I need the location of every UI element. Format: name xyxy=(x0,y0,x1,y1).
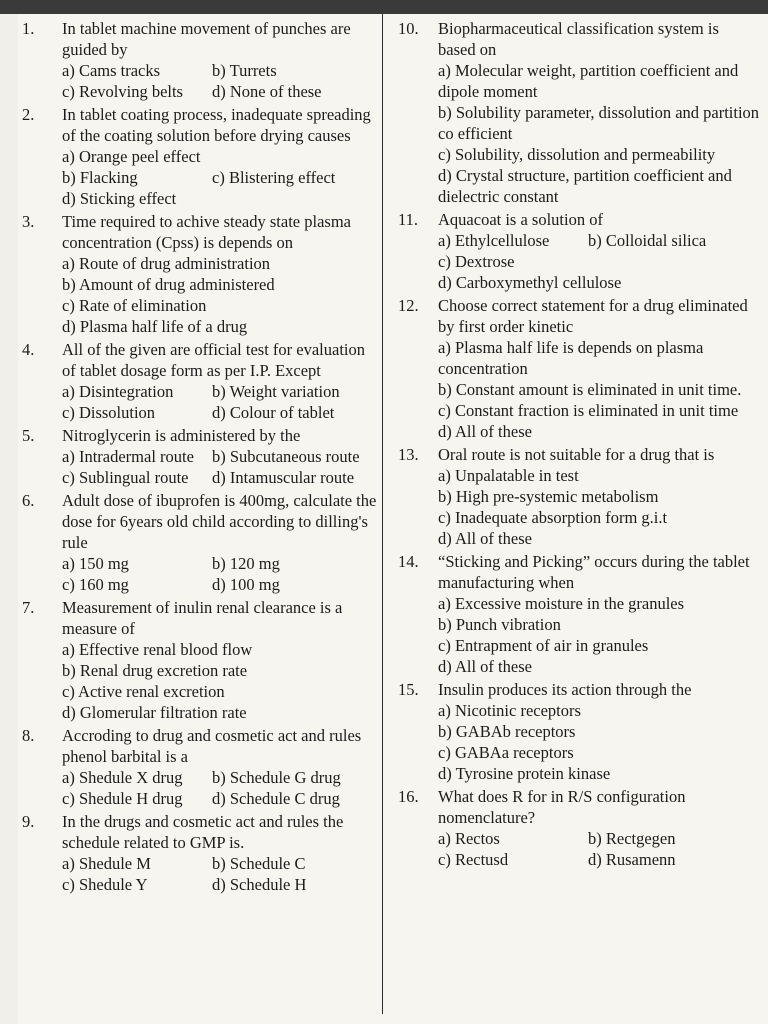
answer-option: a) Disintegration xyxy=(62,382,174,401)
question-number: 7. xyxy=(22,598,35,617)
option-row xyxy=(438,230,760,251)
question-text: What does R for in R/S configuration nomenclature? xyxy=(438,787,686,827)
option-row xyxy=(438,272,760,293)
answer-option: d) Intamuscular route xyxy=(212,468,355,487)
option-row xyxy=(62,188,382,209)
option-row xyxy=(438,742,760,763)
answer-option: a) Plasma half life is depends on plasma concentration xyxy=(438,338,704,378)
option-row xyxy=(438,486,760,507)
answer-option: a) Shedule X drug xyxy=(62,768,183,787)
answer-option: c) Revolving belts xyxy=(62,82,183,101)
answer-option: d) Colour of tablet xyxy=(212,403,335,422)
question-number: 2. xyxy=(22,105,35,124)
answer-option: c) Shedule H drug xyxy=(62,789,183,808)
option-row xyxy=(62,702,382,723)
answer-option: d) None of these xyxy=(212,82,322,101)
option-row xyxy=(438,700,760,721)
option-row xyxy=(438,465,760,486)
answer-option: b) Colloidal silica xyxy=(588,231,707,250)
question-item xyxy=(398,551,760,677)
question-text: Nitroglycerin is administered by the xyxy=(62,426,301,445)
question-number: 11. xyxy=(398,210,419,229)
question-number: 13. xyxy=(398,445,419,464)
answer-options xyxy=(438,465,760,549)
answer-option: a) Unpalatable in test xyxy=(438,466,579,485)
right-column xyxy=(398,18,760,872)
question-text: In the drugs and cosmetic act and rules the schedule related to GMP is. xyxy=(62,812,344,852)
answer-option: c) Rate of elimination xyxy=(62,296,207,315)
option-row xyxy=(62,81,382,102)
option-row xyxy=(438,337,760,379)
question-item xyxy=(398,679,760,784)
option-row xyxy=(62,660,382,681)
answer-option: b) Schedule G drug xyxy=(212,768,341,787)
answer-options xyxy=(62,639,382,723)
answer-option: a) Excessive moisture in the granules xyxy=(438,594,685,613)
answer-option: d) Rusamenn xyxy=(588,850,676,869)
answer-option: b) 120 mg xyxy=(212,554,280,573)
option-row xyxy=(438,379,760,400)
answer-option: a) Shedule M xyxy=(62,854,151,873)
question-number: 12. xyxy=(398,296,419,315)
option-row xyxy=(62,874,382,895)
option-row xyxy=(62,402,382,423)
answer-option: b) Rectgegen xyxy=(588,829,676,848)
question-number: 4. xyxy=(22,340,35,359)
question-item xyxy=(22,339,382,423)
option-row xyxy=(438,165,760,207)
option-row xyxy=(438,849,760,870)
answer-option: c) Inadequate absorption form g.i.t xyxy=(438,508,668,527)
option-row xyxy=(438,251,760,272)
question-number: 9. xyxy=(22,812,35,831)
answer-option: a) 150 mg xyxy=(62,554,129,573)
option-row xyxy=(62,446,382,467)
answer-option: c) GABAa receptors xyxy=(438,743,574,762)
answer-option: c) Shedule Y xyxy=(62,875,148,894)
question-item xyxy=(398,18,760,207)
option-row xyxy=(438,635,760,656)
option-row xyxy=(438,828,760,849)
option-row xyxy=(62,167,382,188)
question-text: Biopharmaceutical classification system is based on xyxy=(438,19,719,59)
answer-option: c) Constant fraction is eliminated in unit time xyxy=(438,401,739,420)
answer-option: c) Dextrose xyxy=(438,252,515,271)
left-column xyxy=(22,18,382,897)
option-row xyxy=(438,102,760,144)
option-row xyxy=(438,507,760,528)
answer-option: a) Rectos xyxy=(438,829,500,848)
answer-option: c) Sublingual route xyxy=(62,468,189,487)
question-number: 8. xyxy=(22,726,35,745)
answer-option: d) 100 mg xyxy=(212,575,280,594)
question-item xyxy=(22,725,382,809)
option-row xyxy=(62,316,382,337)
answer-option: c) Blistering effect xyxy=(212,168,336,187)
question-item xyxy=(22,104,382,209)
answer-option: b) Flacking xyxy=(62,168,138,187)
question-number: 3. xyxy=(22,212,35,231)
question-text: Adult dose of ibuprofen is 400mg, calculate the dose for 6years old child according to dilling's rule xyxy=(62,491,377,552)
answer-options xyxy=(438,60,760,207)
answer-option: b) Amount of drug administered xyxy=(62,275,275,294)
answer-options xyxy=(438,230,760,293)
option-row xyxy=(62,574,382,595)
question-text: Time required to achive steady state plasma concentration (Cpss) is depends on xyxy=(62,212,351,252)
answer-option: a) Cams tracks xyxy=(62,61,161,80)
answer-option: c) Solubility, dissolution and permeability xyxy=(438,145,716,164)
answer-option: d) Crystal structure, partition coefficient and dielectric constant xyxy=(438,166,732,206)
answer-option: a) Route of drug administration xyxy=(62,254,271,273)
question-text: Insulin produces its action through the xyxy=(438,680,692,699)
question-item xyxy=(22,490,382,595)
option-row xyxy=(438,721,760,742)
answer-options xyxy=(438,700,760,784)
question-item xyxy=(22,18,382,102)
question-text: Oral route is not suitable for a drug that is xyxy=(438,445,715,464)
answer-option: d) All of these xyxy=(438,657,532,676)
answer-options xyxy=(62,853,382,895)
question-item xyxy=(398,295,760,442)
answer-options xyxy=(62,146,382,209)
answer-options xyxy=(62,446,382,488)
option-row xyxy=(62,253,382,274)
option-row xyxy=(438,656,760,677)
answer-option: d) Schedule H xyxy=(212,875,307,894)
question-text: In tablet machine movement of punches are guided by xyxy=(62,19,351,59)
option-row xyxy=(62,853,382,874)
option-row xyxy=(62,553,382,574)
question-item xyxy=(22,597,382,723)
question-number: 5. xyxy=(22,426,35,445)
answer-option: d) Sticking effect xyxy=(62,189,177,208)
option-row xyxy=(62,295,382,316)
option-row xyxy=(62,681,382,702)
answer-option: c) 160 mg xyxy=(62,575,129,594)
answer-option: c) Rectusd xyxy=(438,850,509,869)
question-number: 10. xyxy=(398,19,419,38)
option-row xyxy=(62,767,382,788)
question-item xyxy=(22,425,382,488)
answer-option: c) Dissolution xyxy=(62,403,156,422)
answer-option: a) Effective renal blood flow xyxy=(62,640,253,659)
question-text: All of the given are official test for evaluation of tablet dosage form as per I.P. Except xyxy=(62,340,366,380)
answer-option: d) Glomerular filtration rate xyxy=(62,703,247,722)
answer-option: d) All of these xyxy=(438,529,532,548)
answer-option: d) Carboxymethyl cellulose xyxy=(438,273,622,292)
question-item xyxy=(22,211,382,337)
option-row xyxy=(62,146,382,167)
option-row xyxy=(62,788,382,809)
answer-option: a) Orange peel effect xyxy=(62,147,201,166)
answer-option: d) All of these xyxy=(438,422,532,441)
question-number: 15. xyxy=(398,680,419,699)
question-item xyxy=(398,209,760,293)
column-divider xyxy=(382,14,383,1014)
answer-option: b) Solubility parameter, dissolution and partition co efficient xyxy=(438,103,760,143)
question-text: Aquacoat is a solution of xyxy=(438,210,603,229)
option-row xyxy=(438,528,760,549)
answer-options xyxy=(62,381,382,423)
option-row xyxy=(62,467,382,488)
answer-option: b) Renal drug excretion rate xyxy=(62,661,248,680)
option-row xyxy=(438,421,760,442)
option-row xyxy=(438,763,760,784)
question-item xyxy=(22,811,382,895)
question-text: Choose correct statement for a drug eliminated by first order kinetic xyxy=(438,296,748,336)
option-row xyxy=(62,60,382,81)
answer-option: a) Molecular weight, partition coefficient and dipole moment xyxy=(438,61,739,101)
answer-options xyxy=(62,553,382,595)
answer-options xyxy=(62,767,382,809)
option-row xyxy=(62,381,382,402)
answer-option: b) Turrets xyxy=(212,61,277,80)
option-row xyxy=(438,400,760,421)
question-text: Measurement of inulin renal clearance is a measure of xyxy=(62,598,343,638)
top-edge-shadow xyxy=(0,0,768,14)
answer-options xyxy=(438,593,760,677)
answer-option: a) Nicotinic receptors xyxy=(438,701,581,720)
question-text: Accroding to drug and cosmetic act and rules phenol barbital is a xyxy=(62,726,362,766)
option-row xyxy=(438,144,760,165)
answer-option: d) Plasma half life of a drug xyxy=(62,317,248,336)
answer-options xyxy=(438,337,760,442)
answer-option: b) Constant amount is eliminated in unit time. xyxy=(438,380,742,399)
question-item xyxy=(398,444,760,549)
answer-option: b) Punch vibration xyxy=(438,615,561,634)
option-row xyxy=(62,639,382,660)
question-text: “Sticking and Picking” occurs during the tablet manufacturing when xyxy=(438,552,750,592)
option-row xyxy=(438,614,760,635)
question-number: 14. xyxy=(398,552,419,571)
question-item xyxy=(398,786,760,870)
answer-option: b) Weight variation xyxy=(212,382,340,401)
answer-option: c) Active renal excretion xyxy=(62,682,225,701)
answer-option: b) High pre-systemic metabolism xyxy=(438,487,659,506)
answer-option: b) Schedule C xyxy=(212,854,306,873)
option-row xyxy=(438,593,760,614)
question-number: 1. xyxy=(22,19,35,38)
answer-option: a) Intradermal route xyxy=(62,447,194,466)
answer-options xyxy=(62,253,382,337)
answer-options xyxy=(62,60,382,102)
option-row xyxy=(438,60,760,102)
question-text: In tablet coating process, inadequate spreading of the coating solution before drying causes xyxy=(62,105,371,145)
answer-option: d) Tyrosine protein kinase xyxy=(438,764,611,783)
answer-options xyxy=(438,828,760,870)
answer-option: b) GABAb receptors xyxy=(438,722,576,741)
answer-option: c) Entrapment of air in granules xyxy=(438,636,649,655)
answer-option: a) Ethylcellulose xyxy=(438,231,550,250)
answer-option: d) Schedule C drug xyxy=(212,789,340,808)
answer-option: b) Subcutaneous route xyxy=(212,447,360,466)
option-row xyxy=(62,274,382,295)
question-number: 16. xyxy=(398,787,419,806)
question-number: 6. xyxy=(22,491,35,510)
